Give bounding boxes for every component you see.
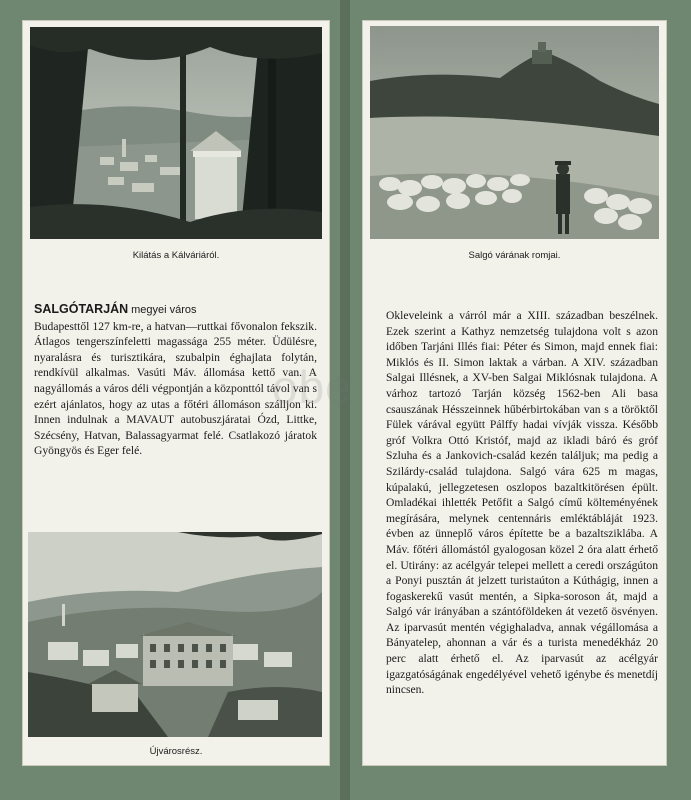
article-heading xyxy=(34,302,317,319)
photo-kalvaria-view xyxy=(30,27,322,239)
article-body-left: Budapesttől 127 km-re, a hatvan—ruttkai fővonalon fekszik. Átlagos tengerszínfeletti magassága 255 méter. Üdülésre, nyaralásra és turisztikára, szubalpin éghajlata folytán, rendkívül alkalmas. Vasúti Máv. állomása kettő van. A nagyállomás a város déli végpontján a központtól távol van s ezért ajánlatos, hogy az utas a főtéri állomáson szálljon ki. Innen indulnak a MAVAUT autobuszjáratai Ózd, Littke, Szécsény, Hatvan, Balassagyarmat felé. Csatlakozó járatok Gyöngyös és Eger felé. xyxy=(34,319,318,458)
photo-caption-ujvaros: Újvárosrész. xyxy=(149,746,203,757)
salgo-castle-article: Okleveleink a várról már a XIII. században beszélnek. Ezek szerint a Kathyz nemzetség tulajdona volt s azon időben Tarjáni Illés fiai: Péter és Simon, majd ennek fiai: Miklós és II. Simon laktak a várban. A XIV. században Salgai Illésnek, a XV-ben Salgai Miklósnak tulajdona. A várhoz tartozó Tarján község 1562-ben Ali basa csauszának Hésszeinnek hűbérbirtokában van s a töröktől Fülek várával együtt Pálffy hadai vívják vissza. Később gróf Volkra Ottó Kristóf, majd az ikladi báró és gróf Szluha és a Jankovich-család kezén találjuk; ma pedig a Szilárdy-család tulajdona. Salgó vára 625 m magas, kúpalakú, jellegzetesen oszlopos bazaltkitörésen épült. Omladékai ihlették Petőfit a Salgó című költeményének megírására, melynek centennáris emléktábláját 1923. évben az ünneplő város építette be a bazaltsziklába. A Máv. főtéri állomástól gyalogosan közel 2 óra alatt érhető el. Utirány: az acélgyár telepei mellett a ceredi országúton a Ponyi pusztán át jelzett turistaúton a Kúthágig, innen a fogaskerekű vasút mentén, a Sipka-soroson át, majd a Salgó vár irányában a szántóföldeken át vezető ösvényen. Az iparvasút mentén végighaladva, annak végállomása a Bányatelep, ahonnan a vár és a turista menedékház 20 perc alatt érhető el. Az iparvasút az acélgyár igazgatóságának engedélyével vehető igénybe és menetdíj nincsen. xyxy=(386,309,658,697)
right-panel xyxy=(362,20,667,766)
photo-salgo-castle xyxy=(370,26,659,239)
photo-caption-salgo: Salgó várának romjai. xyxy=(468,250,561,261)
city-subtitle: megyei város xyxy=(131,304,197,316)
watermark: obe xyxy=(272,361,352,413)
city-name: SALGÓTARJÁN xyxy=(34,302,129,316)
photo-ujvaros xyxy=(28,532,322,737)
photo-caption-kalvaria: Kilátás a Kálváriáról. xyxy=(132,250,220,261)
